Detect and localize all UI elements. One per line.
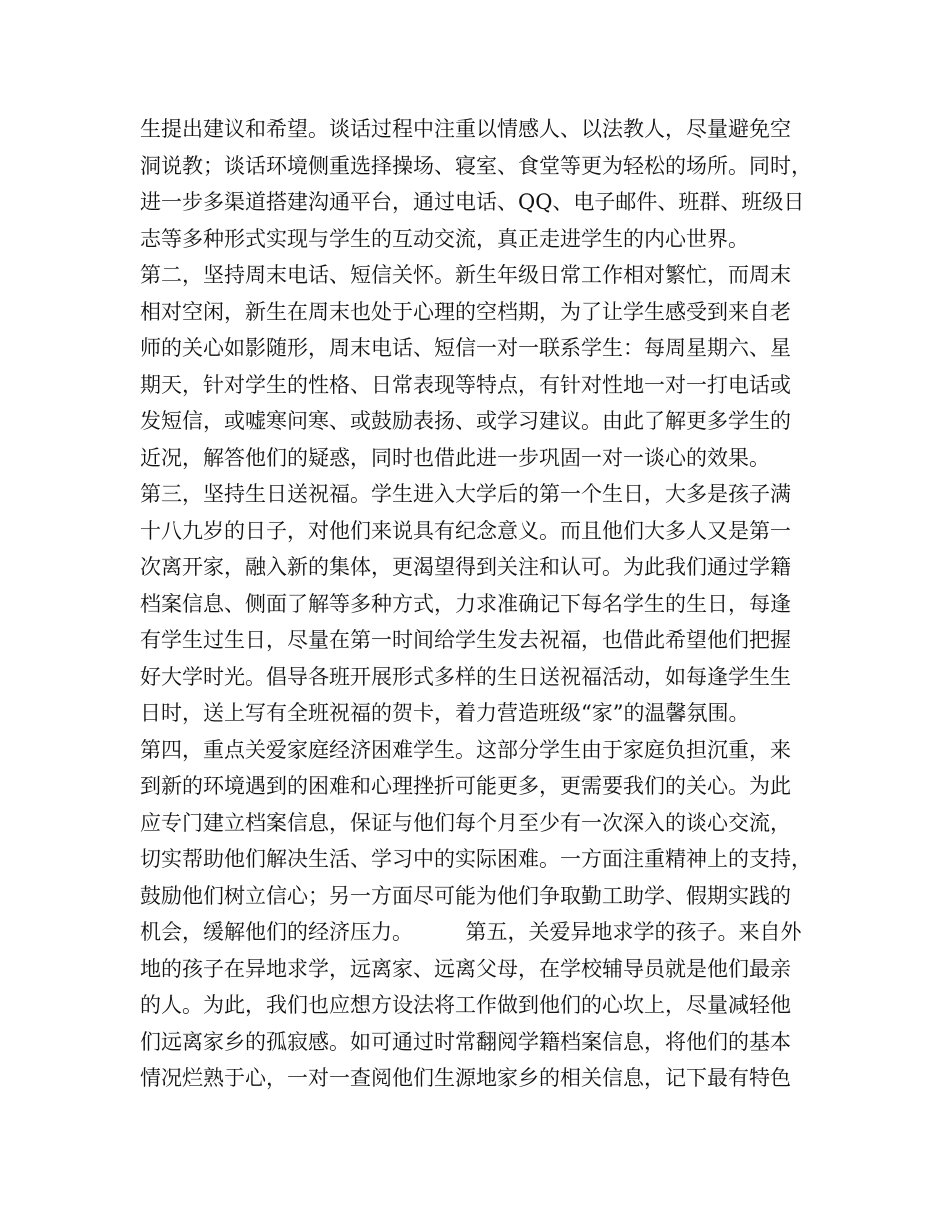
text-line: 地的孩子在异地求学，远离家、远离父母，在学校辅导员就是他们最亲 — [140, 956, 791, 981]
text-line: 第三，坚持生日送祝福。学生进入大学后的第一个生日，大多是孩子满 — [140, 482, 791, 506]
text-line: 的人。为此，我们也应想方设法将工作做到他们的心坎上，尽量减轻他 — [140, 993, 791, 1017]
text-line: 十八九岁的日子，对他们来说具有纪念意义。而且他们大多人又是第一 — [140, 518, 791, 543]
text-line: 鼓励他们树立信心；另一方面尽可能为他们争取勤工助学、假期实践的 — [140, 883, 791, 908]
text-line: 次离开家，融入新的集体，更渴望得到关注和认可。为此我们通过学籍 — [140, 555, 791, 579]
text-line: 日时，送上写有全班祝福的贺卡，着力营造班级“家”的温馨氛围。 — [140, 701, 750, 725]
text-line: 师的关心如影随形，周末电话、短信一对一联系学生：每周星期六、星 — [140, 336, 791, 360]
text-line: 切实帮助他们解决生活、学习中的实际困难。一方面注重精神上的支持， — [140, 847, 812, 871]
text-line: 第二，坚持周末电话、短信关怀。新生年级日常工作相对繁忙，而周末 — [140, 263, 791, 287]
text-line: 好大学时光。倡导各班开展形式多样的生日送祝福活动，如每逢学生生 — [140, 664, 791, 689]
text-line: 生提出建议和希望。谈话过程中注重以情感人、以法教人，尽量避免空 — [140, 117, 791, 141]
text-line: 档案信息、侧面了解等多种方式，力求准确记下每名学生的生日，每逢 — [140, 591, 791, 616]
text-line: 有学生过生日，尽量在第一时间给学生发去祝福，也借此希望他们把握 — [140, 628, 791, 652]
text-line: 应专门建立档案信息，保证与他们每个月至少有一次深入的谈心交流， — [140, 810, 791, 835]
text-line: 洞说教；谈话环境侧重选择操场、寝室、食堂等更为轻松的场所。同时， — [140, 153, 812, 178]
text-line: 第四，重点关爱家庭经济困难学生。这部分学生由于家庭负担沉重，来 — [140, 737, 791, 762]
text-line: 近况，解答他们的疑惑，同时也借此进一步巩固一对一谈心的效果。 — [140, 445, 770, 470]
text-line: 进一步多渠道搭建沟通平台，通过电话、QQ、电子邮件、班群、班级日 — [140, 190, 805, 214]
text-line: 到新的环境遇到的困难和心理挫折可能更多，更需要我们的关心。为此 — [140, 774, 791, 798]
text-line: 相对空闲，新生在周末也处于心理的空档期，为了让学生感受到来自老 — [140, 299, 791, 324]
body-text — [140, 111, 840, 1097]
text-line: 们远离家乡的孤寂感。如可通过时常翻阅学籍档案信息，将他们的基本 — [140, 1029, 791, 1054]
text-line: 机会，缓解他们的经济压力。 第五，关爱异地求学的孩子。来自外 — [140, 920, 802, 944]
text-line: 情况烂熟于心，一对一查阅他们生源地家乡的相关信息，记下最有特色 — [140, 1066, 791, 1090]
text-line: 发短信，或嘘寒问寒、或鼓励表扬、或学习建议。由此了解更多学生的 — [140, 409, 791, 433]
text-line: 期天，针对学生的性格、日常表现等特点，有针对性地一对一打电话或 — [140, 372, 791, 397]
text-line: 志等多种形式实现与学生的互动交流，真正走进学生的内心世界。 — [140, 226, 749, 251]
